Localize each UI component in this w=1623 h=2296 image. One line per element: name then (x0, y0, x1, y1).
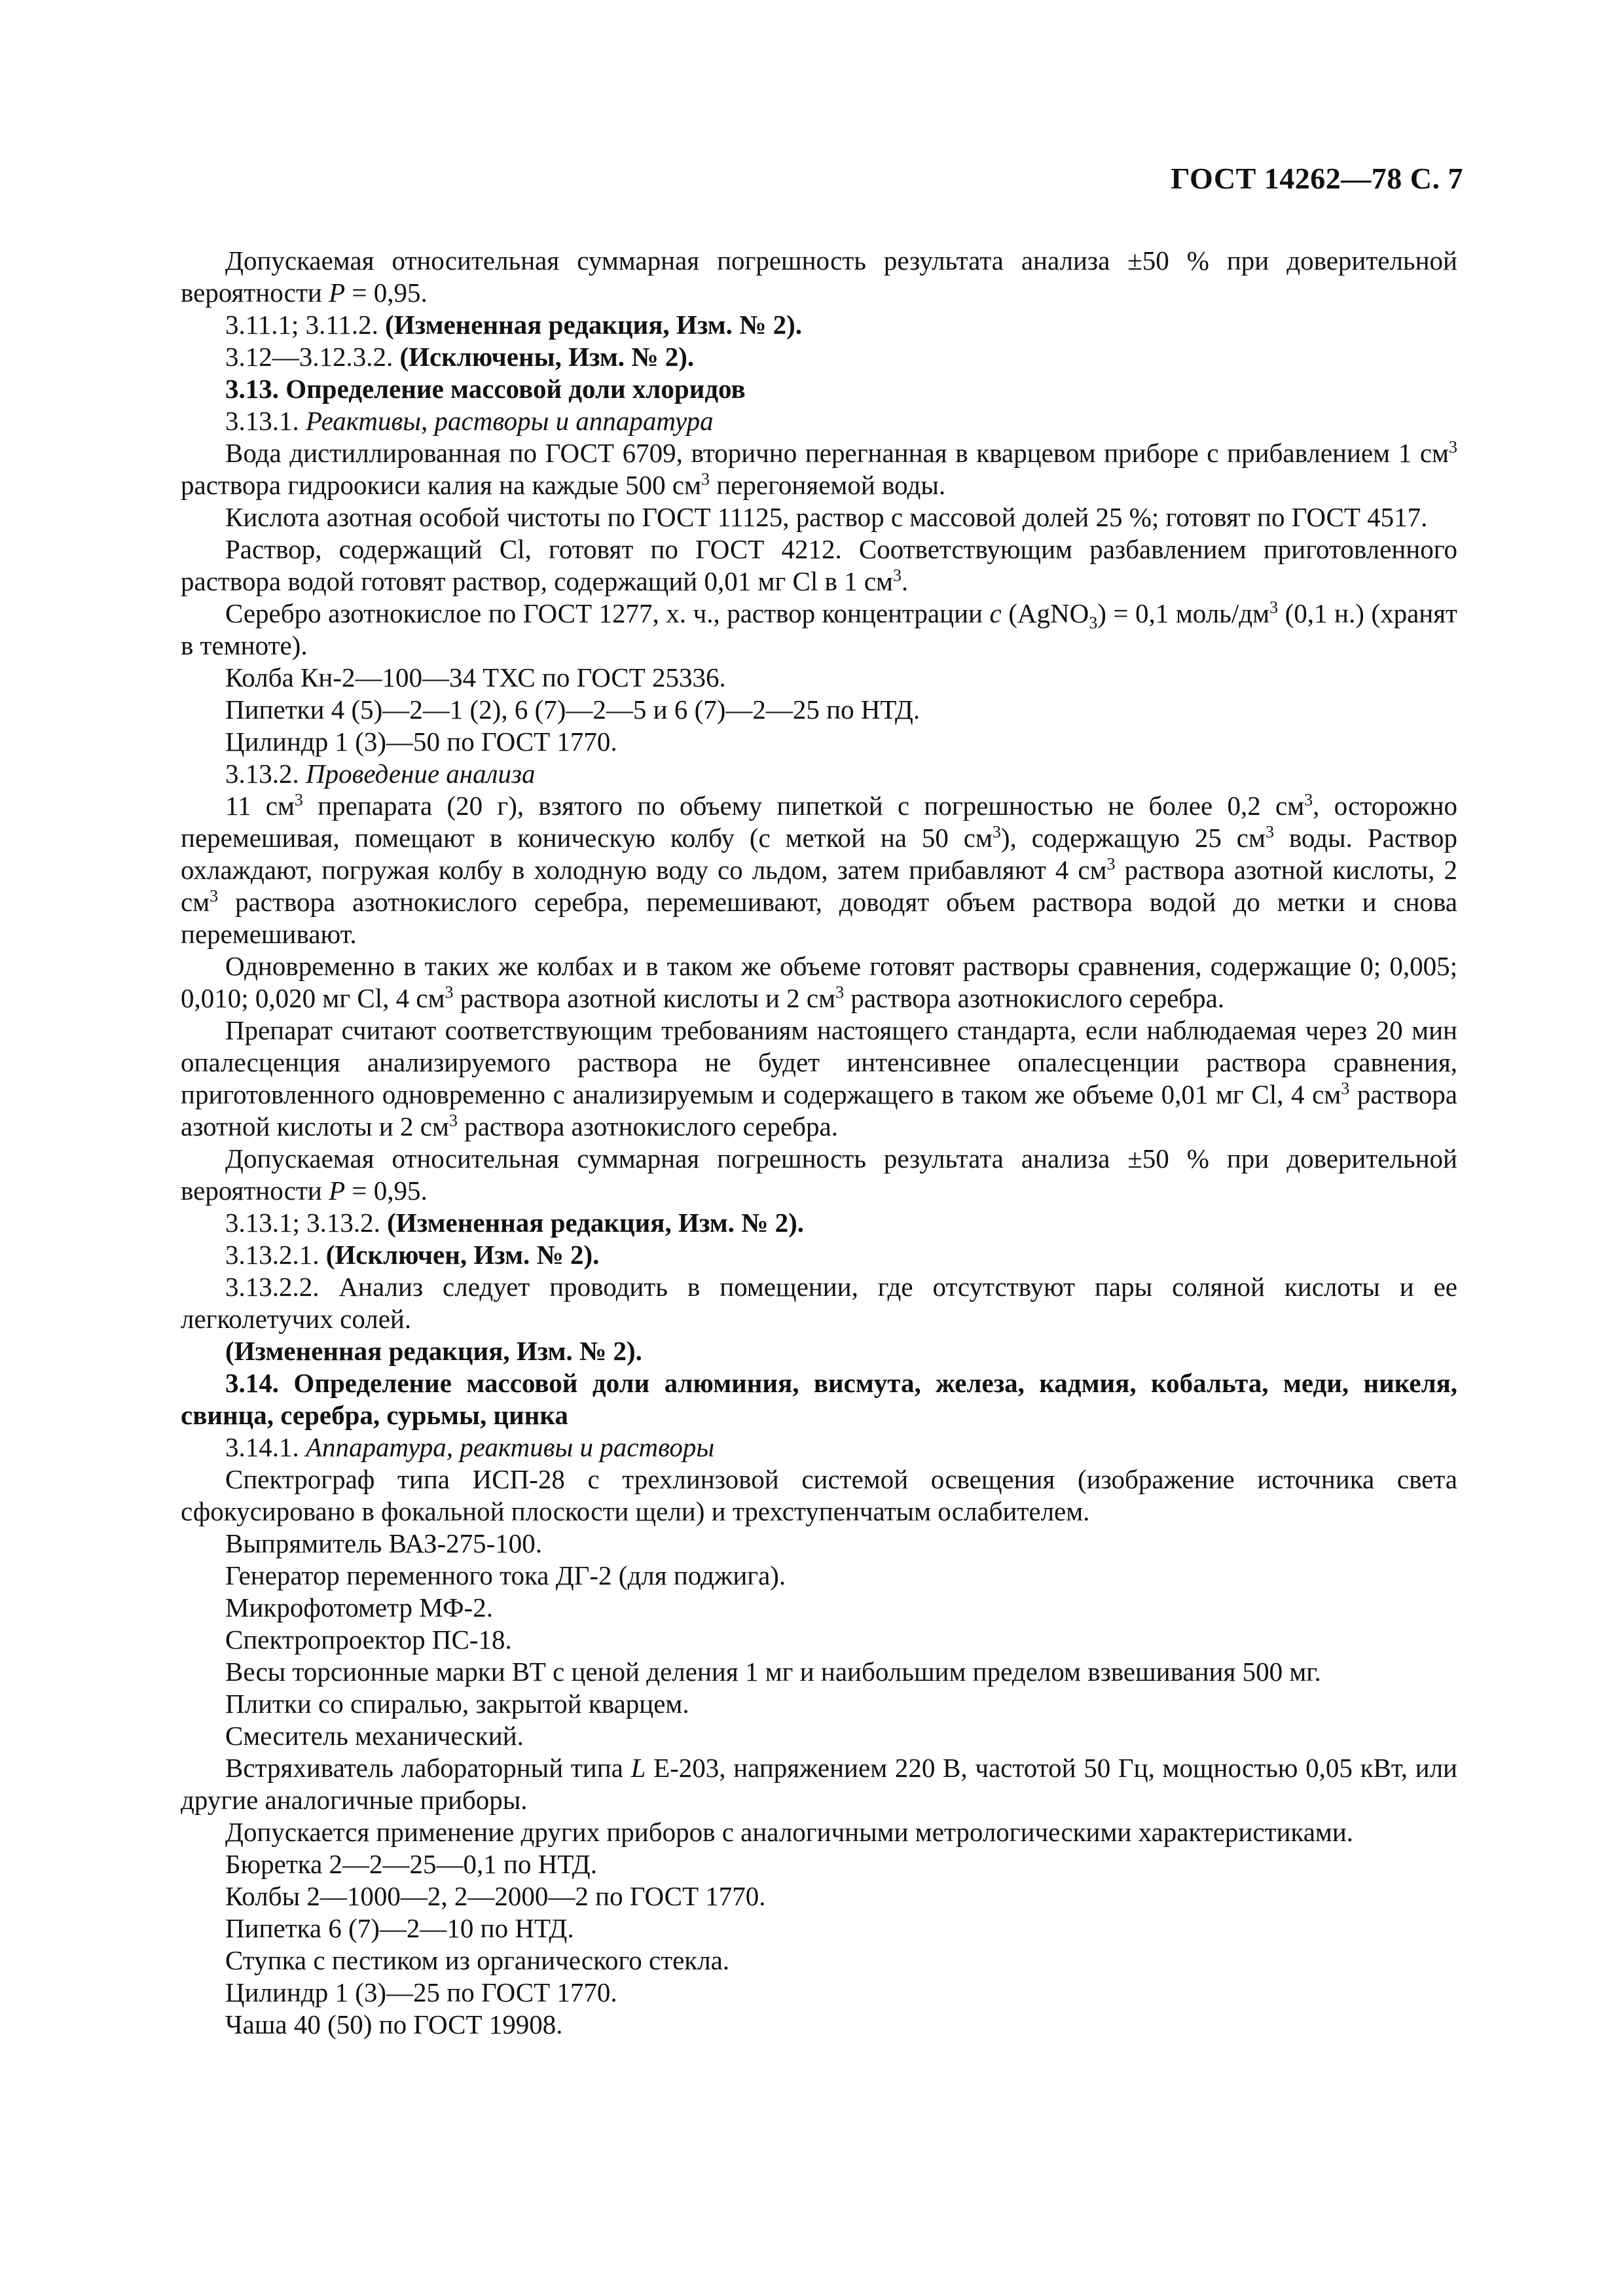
paragraph-generator: Генератор переменного тока ДГ-2 (для поджига). (225, 1560, 786, 1590)
paragraph-pipette-10: Пипетка 6 (7)—2—10 по НТД. (225, 1913, 574, 1943)
paragraph-comparison-solutions: Одновременно в таких же колбах и в таком же объеме готовят растворы сравнения, содержащие 0; 0,005; 0,010; 0,020 мг Cl, 4 $см^3$ раствора азотной кислоты и 2 $см^3$ раствора азотнокислого серебра. (181, 951, 1457, 1013)
paragraph-spectroprojector: Спектропроектор ПС-18. (225, 1624, 512, 1655)
paragraph-cylinder-50: Цилиндр 1 (3)—50 по ГОСТ 1770. (225, 726, 617, 757)
paragraph-burette: Бюретка 2—2—25—0,1 по НТД. (225, 1849, 598, 1879)
paragraph-chloride-solution: Раствор, содержащий Cl, готовят по ГОСТ 4212. Соответствующим разбавлением приготовленного раствора водой готовят раствор, содержащий 0,01 мг Cl в 1 $см^3$. (181, 534, 1457, 596)
paragraph-pipettes: Пипетки 4 (5)—2—1 (2), 6 (7)—2—5 и 6 (7)—2—25 по НТД. (225, 694, 921, 725)
subsection-3-14-1: 3.14.1. Аппаратура, реактивы и растворы (225, 1432, 715, 1462)
paragraph-error-2: Допускаемая относительная суммарная погрешность результата анализа ±50 % при доверительной вероятности P = 0,95. (181, 1143, 1457, 1206)
paragraph-hotplates: Плитки со спиралью, закрытой кварцем. (225, 1689, 689, 1719)
paragraph-mixer: Смеситель механический. (225, 1721, 524, 1751)
paragraph-bowl: Чаша 40 (50) по ГОСТ 19908. (225, 2009, 563, 2039)
paragraph-silver-nitrate: Серебро азотнокислое по ГОСТ 1277, х. ч., раствор концентрации с (AgNO$_3$) = 0,1 моль/$дм^3$ (0,1 н.) (хранят в темноте). (181, 598, 1457, 660)
paragraph-error-1: Допускаемая относительная суммарная погрешность результата анализа ±50 % при доверительной вероятности P = 0,95. (181, 245, 1457, 308)
paragraph-microphotometer: Микрофотометр МФ-2. (225, 1592, 493, 1623)
paragraph-flasks: Колбы 2—1000—2, 2—2000—2 по ГОСТ 1770. (225, 1881, 766, 1911)
paragraph-spectrograph: Спектрограф типа ИСП-28 с трехлинзовой системой освещения (изображение источника света сфокусировано в фокальной плоскости щели) и трехступенчатым ослабителем. (181, 1464, 1457, 1526)
paragraph-other-devices: Допускается применение других приборов с аналогичными метрологическими характеристиками. (225, 1817, 1354, 1847)
paragraph-flask: Колба Кн-2—100—34 ТХС по ГОСТ 25336. (225, 662, 726, 692)
paragraph-rectifier: Выпрямитель ВАЗ-275-100. (225, 1528, 543, 1558)
paragraph-mortar: Ступка с пестиком из органического стекла. (225, 1945, 730, 1975)
section-heading-3-14: 3.14. Определение массовой доли алюминия, висмута, железа, кадмия, кобальта, меди, никеля, свинца, серебра, сурьмы, цинка (181, 1368, 1457, 1430)
page-header: ГОСТ 14262—78 С. 7 (1171, 162, 1463, 195)
paragraph-amendment-3-13: 3.13.1; 3.13.2. (Измененная редакция, Изм. № 2). (225, 1208, 805, 1238)
subsection-3-13-2: 3.13.2. Проведение анализа (225, 759, 536, 789)
paragraph-shaker: Встряхиватель лабораторный типа L Е-203, напряжением 220 В, частотой 50 Гц, мощностью 0,05 кВт, или другие аналогичные приборы. (181, 1753, 1457, 1815)
paragraph-excluded-3-12: 3.12—3.12.3.2. (Исключены, Изм. № 2). (225, 342, 695, 372)
paragraph-nitric-acid: Кислота азотная особой чистоты по ГОСТ 11125, раствор с массовой долей 25 %; готовят по ГОСТ 4517. (225, 502, 1428, 532)
paragraph-cylinder-25: Цилиндр 1 (3)—25 по ГОСТ 1770. (225, 1977, 617, 2007)
paragraph-scales: Весы торсионные марки ВТ с ценой деления 1 мг и наибольшим пределом взвешивания 500 мг. (225, 1657, 1321, 1687)
paragraph-amendment-3-11: 3.11.1; 3.11.2. (Измененная редакция, Изм. № 2). (225, 310, 802, 340)
paragraph-procedure: 11 $см^3$ препарата (20 г), взятого по объему пипеткой с погрешностью не более 0,2 $см^3$, осторожно перемешивая, помещают в коническую колбу (с меткой на 50 $см^3$), содержащую 25 $см^3$ воды. Раствор охлаждают, погружая колбу в холодную воду со льдом, затем прибавляют 4 $см^3$ раствора азотной кислоты, 2 $см^3$ раствора азотнокислого серебра, перемешивают, доводят объем раствора водой до метки и снова перемешивают. (181, 790, 1458, 949)
paragraph-3-13-2-2: 3.13.2.2. Анализ следует проводить в помещении, где отсутствуют пары соляной кислоты и ее легколетучих солей. (181, 1272, 1457, 1334)
section-heading-3-13: 3.13. Определение массовой доли хлоридов (225, 374, 746, 404)
paragraph-amendment-note: (Измененная редакция, Изм. № 2). (225, 1336, 642, 1366)
paragraph-excluded-3-13-2-1: 3.13.2.1. (Исключен, Изм. № 2). (225, 1240, 600, 1270)
paragraph-acceptance: Препарат считают соответствующим требованиям настоящего стандарта, если наблюдаемая через 20 мин опалесценция анализируемого раствора не будет интенсивнее опалесценции раствора сравнения, приготовленного одновременно с анализируемым и содержащего в таком же объеме 0,01 мг Cl, 4 $см^3$ раствора азотной кислоты и 2 $см^3$ раствора азотнокислого серебра. (181, 1015, 1458, 1141)
paragraph-distilled-water: Вода дистиллированная по ГОСТ 6709, вторично перегнанная в кварцевом приборе с прибавлением 1 $см^3$ раствора гидроокиси калия на каждые 500 $см^3$ перегоняемой воды. (181, 437, 1457, 500)
subsection-3-13-1: 3.13.1. Реактивы, растворы и аппаратура (225, 406, 714, 436)
document-body (181, 245, 1457, 2041)
